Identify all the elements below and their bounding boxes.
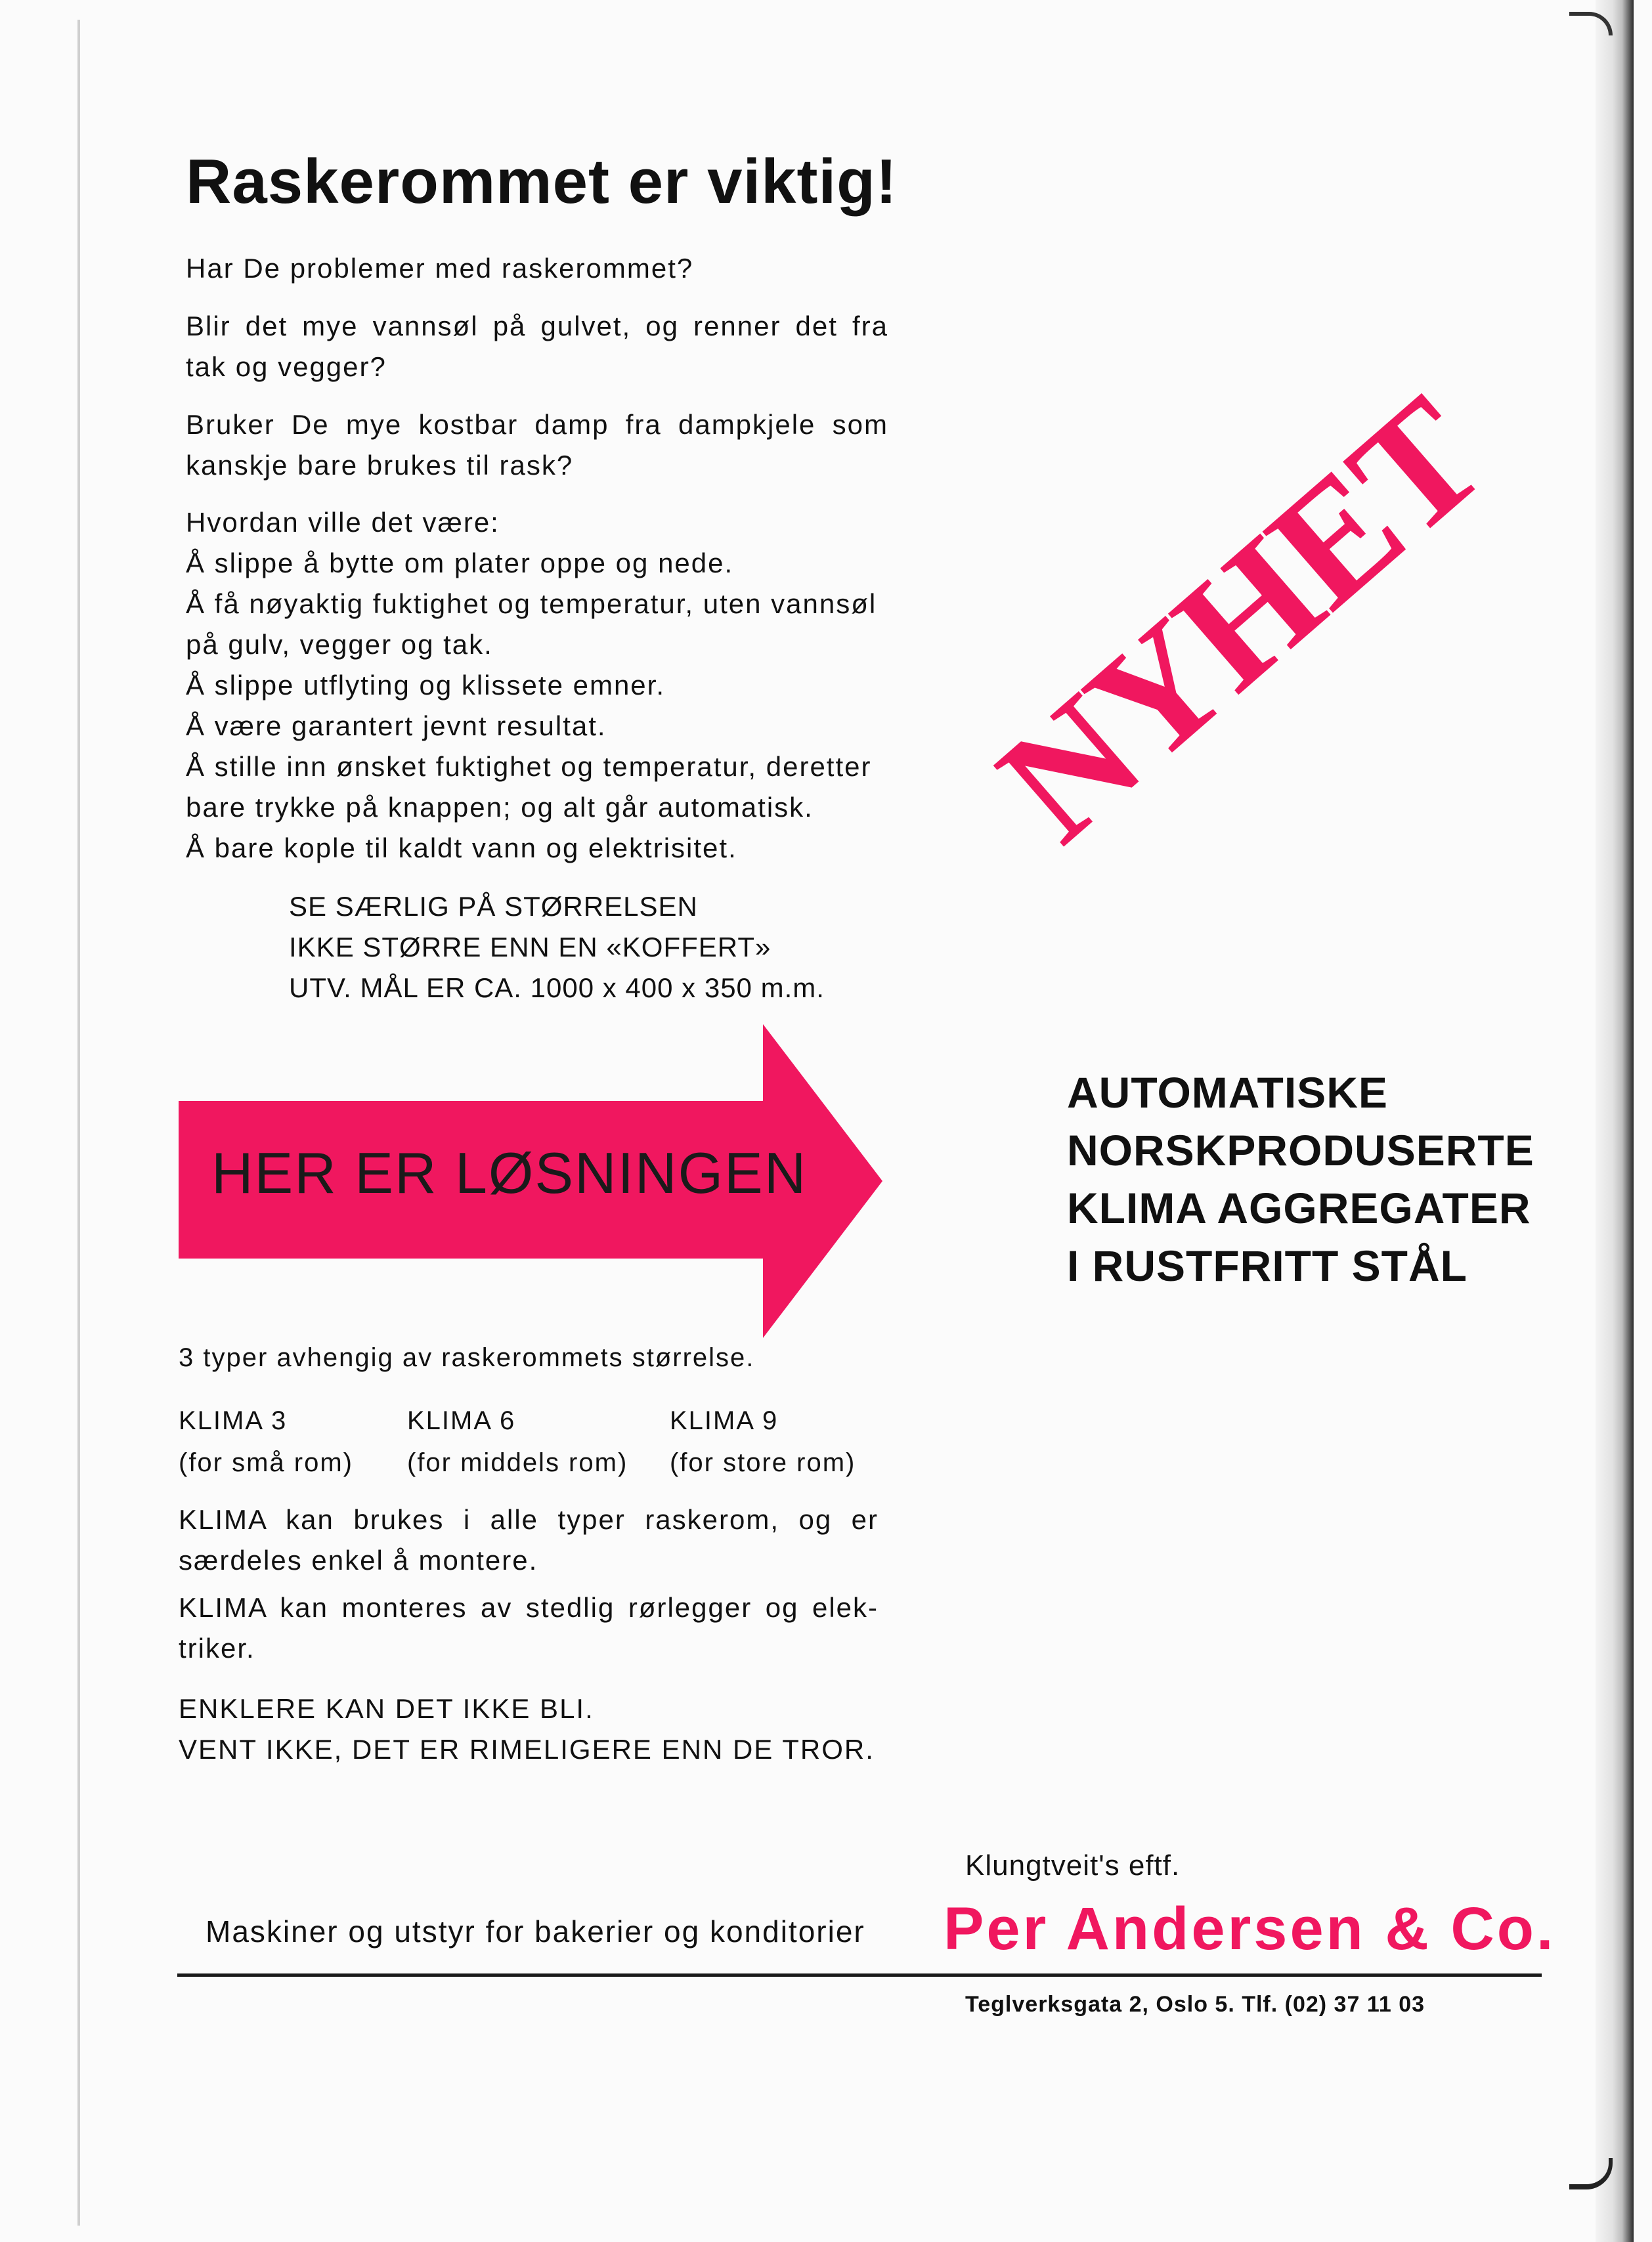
benefit-item: Å være garantert jevnt resultat.: [186, 710, 607, 741]
type-room: (for store rom): [670, 1448, 856, 1477]
page-edge-right: [1596, 0, 1634, 2242]
benefit-item: Å få nøyaktig fuktighet og temperatur, uten vannsøl: [186, 588, 877, 619]
benefit-item: Å stille inn ønsket fuktighet og temperatur, deretter: [186, 751, 872, 782]
size-note-line: SE SÆRLIG PÅ STØRRELSEN: [289, 891, 698, 922]
type-klima-9: [670, 1400, 856, 1484]
question-steam: Bruker De mye kostbar damp fra dampkjele som kanskje bare brukes til rask?: [186, 409, 888, 481]
benefits-heading: Hvordan ville det være:: [186, 507, 500, 538]
type-room: (for små rom): [179, 1448, 353, 1477]
question-water: Blir det mye vannsøl på gulvet, og renner det fra tak og vegger?: [186, 311, 888, 382]
benefit-item: Å slippe utflyting og klissete emner.: [186, 670, 666, 701]
type-name: KLIMA 9: [670, 1406, 779, 1435]
intro-question: Har De problemer med raskerommet?: [186, 253, 694, 284]
product-headline: [1067, 1064, 1534, 1295]
closing-text: [179, 1689, 879, 1770]
headline-line: KLIMA AGGREGATER: [1067, 1184, 1531, 1232]
install-text: KLIMA kan monteres av stedlig rørlegger og elek-triker.: [179, 1592, 879, 1664]
size-note-line: IKKE STØRRE ENN EN «KOFFERT»: [289, 932, 772, 962]
page-edge-left: [77, 20, 80, 2226]
arrow-label: HER ER LØSNINGEN: [211, 1140, 808, 1205]
size-note-line: UTV. MÅL ER CA. 1000 x 400 x 350 m.m.: [289, 972, 825, 1003]
benefit-item: på gulv, vegger og tak.: [186, 629, 493, 660]
benefit-item: Å slippe å bytte om plater oppe og nede.: [186, 548, 734, 578]
type-klima-6: [407, 1400, 628, 1484]
type-klima-3: [179, 1400, 353, 1484]
company-prefix: Klungtveit's eftf.: [965, 1849, 1181, 1882]
type-room: (for middels rom): [407, 1448, 628, 1477]
size-note: [289, 886, 825, 1008]
footer-rule: [177, 1973, 1542, 1977]
benefits-list: [186, 502, 888, 869]
headline-line: NORSKPRODUSERTE: [1067, 1126, 1534, 1175]
closing-line: VENT IKKE, DET ER RIMELIGERE ENN DE TROR.: [179, 1734, 875, 1765]
types-intro: 3 typer avhengig av raskerommets størrelse.: [179, 1343, 755, 1372]
product-types: [179, 1400, 901, 1485]
company-tagline: Maskiner og utstyr for bakerier og konditorier: [206, 1914, 865, 1949]
type-name: KLIMA 6: [407, 1406, 516, 1435]
nyhet-stamp: NYHET: [965, 364, 1516, 876]
benefit-item: Å bare kople til kaldt vann og elektrisitet.: [186, 832, 737, 863]
headline-line: AUTOMATISKE: [1067, 1068, 1388, 1117]
headline-line: I RUSTFRITT STÅL: [1067, 1241, 1467, 1290]
usage-text: KLIMA kan brukes i alle typer raskerom, og er særdeles enkel å montere.: [179, 1504, 879, 1576]
company-name: Per Andersen & Co.: [944, 1895, 1556, 1962]
ad-title: Raskerommet er viktig!: [186, 146, 898, 217]
type-name: KLIMA 3: [179, 1406, 288, 1435]
company-address: Teglverksgata 2, Oslo 5. Tlf. (02) 37 11 03: [965, 1992, 1425, 2017]
closing-line: ENKLERE KAN DET IKKE BLI.: [179, 1693, 594, 1724]
solution-arrow: [179, 1024, 882, 1338]
benefit-item: bare trykke på knappen; og alt går automatisk.: [186, 792, 814, 823]
